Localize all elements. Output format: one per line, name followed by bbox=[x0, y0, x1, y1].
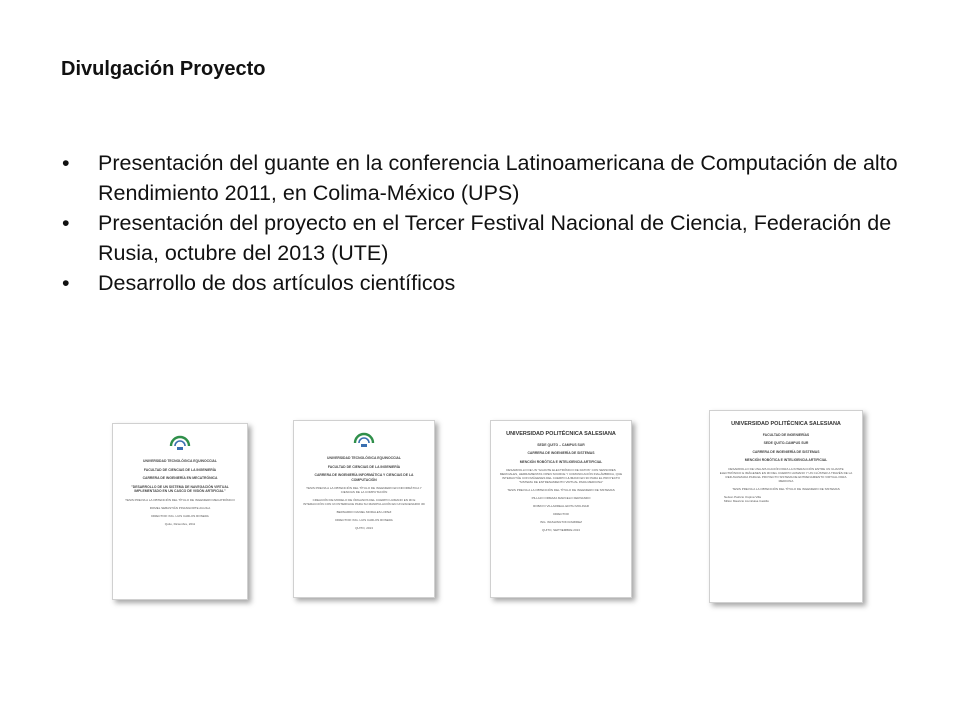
doc-text: CARRERA DE INGENIERÍA DE SISTEMAS bbox=[527, 451, 595, 456]
doc-text: ING. WASHINGTON RAMIREZ bbox=[540, 520, 582, 525]
doc-text: BERNARDO DANIEL MORALES LOPEZ bbox=[336, 510, 392, 515]
doc-text: FACULTAD DE CIENCIAS DE LA INGENIERÍA bbox=[143, 467, 217, 472]
ute-logo-icon bbox=[352, 429, 376, 453]
bullet-item: • Presentación del proyecto en el Tercer Festival Nacional de Ciencia, Federación de Rusia, octubre del 2013 (UTE) bbox=[62, 208, 902, 268]
bullet-item: • Presentación del guante en la conferencia Latinoamericana de Computación de alto Rendimiento 2011, en Colima-México (UPS) bbox=[62, 148, 902, 208]
doc-text: FACULTAD DE CIENCIAS DE LA INGENIERÍA bbox=[327, 464, 401, 469]
doc-text: CREACIÓN DE MODELO DE ÓRGANOS DEL CUERPO HUMANO EN 3D E INTERACCIÓN CON UN INTERFACE PARA SU MANIPULACIÓN EN UN ESCENARIO 3D bbox=[303, 498, 425, 507]
doc-text: MENCIÓN ROBÓTICA E INTELIGENCIA ARTIFICIAL bbox=[519, 459, 603, 464]
doc-text: "DESARROLLO DE UN SISTEMA DE NAVEGACIÓN VIRTUAL IMPLEMENTADO EN UN CASCO DE VISIÓN ARTIFICIAL" bbox=[131, 484, 229, 494]
doc-text: CARRERA DE INGENIERÍA DE SISTEMAS bbox=[752, 449, 820, 454]
doc-text: ROMEL SEBASTIÁN PINANGORTE AGUILA bbox=[149, 505, 211, 510]
doc-text: UNIVERSIDAD POLITÉCNICA SALESIANA bbox=[506, 431, 616, 437]
doc-text: TESIS PREVIA A LA OBTENCIÓN DEL TÍTULO DE INGENIERO EN INFORMÁTICA Y CIENCIAS DE LA COMPUTACIÓN bbox=[306, 486, 422, 495]
bullet-list bbox=[62, 148, 902, 298]
doc-text: CARRERA DE INGENIERÍA INFORMÁTICA Y CIENCIAS DE LA COMPUTACIÓN bbox=[314, 473, 414, 482]
doc-text: SEDE QUITO – CAMPUS SUR bbox=[537, 442, 585, 447]
doc-text: PILLAJO ORMAZA MARCELO FERNANDO bbox=[531, 496, 591, 501]
doc-text: DESARROLLO DE UNA APLICACIÓN PARA LA INTERACCIÓN ENTRE UN GUANTE ELECTRÓNICO E IMÁGENES EN 3D DEL CUERPO HUMANO Y UN CLÚSTER A TRAVÉS DE LA RED AVANZADA PARA EL PROYECTO SISTEMA DE ENTRENAMIENTO VIRTUAL PARA MEDICINA bbox=[719, 466, 853, 483]
doc-text: Quito, Diciembre, 2011 bbox=[164, 521, 196, 526]
doc-text: FACULTAD DE INGENIERÍAS bbox=[762, 432, 810, 437]
doc-text: DESARROLLO DE UN "GUANTE ELECTRÓNICO DE DATOS" CON SENSORES MERCIALES, HERRAMIENTAS OPEN SOURCE Y COMUNICACIÓN INALÁMBRICA, QUE INTERACTÚE CON IMÁGENES DEL CUERPO HUMANO EN 3D PARA EL PROYECTO "SISTEMA DE ENTRENAMIENTO VIRTUAL PARA MEDICINA" bbox=[499, 468, 623, 485]
doc-text: CARRERA DE INGENIERÍA EN MECATRÓNICA bbox=[142, 476, 218, 481]
doc-text: QUITO, 2013 bbox=[355, 526, 373, 531]
thesis-cover-2 bbox=[293, 420, 435, 598]
bullet-item: • Desarrollo de dos artículos científicos bbox=[62, 268, 902, 298]
slide-title: Divulgación Proyecto bbox=[61, 58, 266, 80]
doc-text: SEDE QUITO-CAMPUS SUR bbox=[763, 441, 809, 446]
doc-text: MENCIÓN ROBÓTICA E INTELIGENCIA ARTIFICIAL bbox=[744, 458, 828, 463]
doc-text: UNIVERSIDAD POLITÉCNICA SALESIANA bbox=[731, 421, 841, 427]
doc-text: DIRECTOR bbox=[553, 512, 569, 517]
doc-text: Nelson Patricio Ospina Villa bbox=[724, 494, 761, 499]
thesis-cover-4 bbox=[709, 410, 863, 603]
doc-text: UNIVERSIDAD TECNOLÓGICA EQUINOCCIAL bbox=[327, 456, 401, 460]
thesis-cover-3 bbox=[490, 420, 632, 598]
doc-text: Milton Mauricio Llumiluisa Castillo bbox=[724, 498, 770, 503]
doc-text: UNIVERSIDAD TECNOLÓGICA EQUINOCCIAL bbox=[143, 459, 217, 463]
doc-text: DIRECTOR: ING. LUIS CARLOS ROSERA bbox=[151, 513, 209, 518]
doc-text: DIRECTOR: ING. LUIS CARLOS ROSERA bbox=[335, 518, 393, 523]
doc-text: TESIS PREVIA A LA OBTENCIÓN DEL TÍTULO DE INGENIERO DE SISTEMAS bbox=[732, 486, 840, 491]
doc-text: ROBAYO VILLARREAL EDITH MOLINAR bbox=[533, 504, 589, 509]
doc-text: QUITO, SEPTIEMBRE 2013 bbox=[542, 528, 580, 533]
ute-logo-icon bbox=[168, 432, 192, 456]
doc-text: TESIS PREVIA A LA OBTENCIÓN DEL TÍTULO DE INGENIERO MECATRÓNICO bbox=[125, 497, 235, 502]
doc-text: TESIS PREVIA A LA OBTENCIÓN DEL TÍTULO DE INGENIERO DE SISTEMAS bbox=[507, 488, 615, 493]
thesis-cover-1 bbox=[112, 423, 248, 600]
